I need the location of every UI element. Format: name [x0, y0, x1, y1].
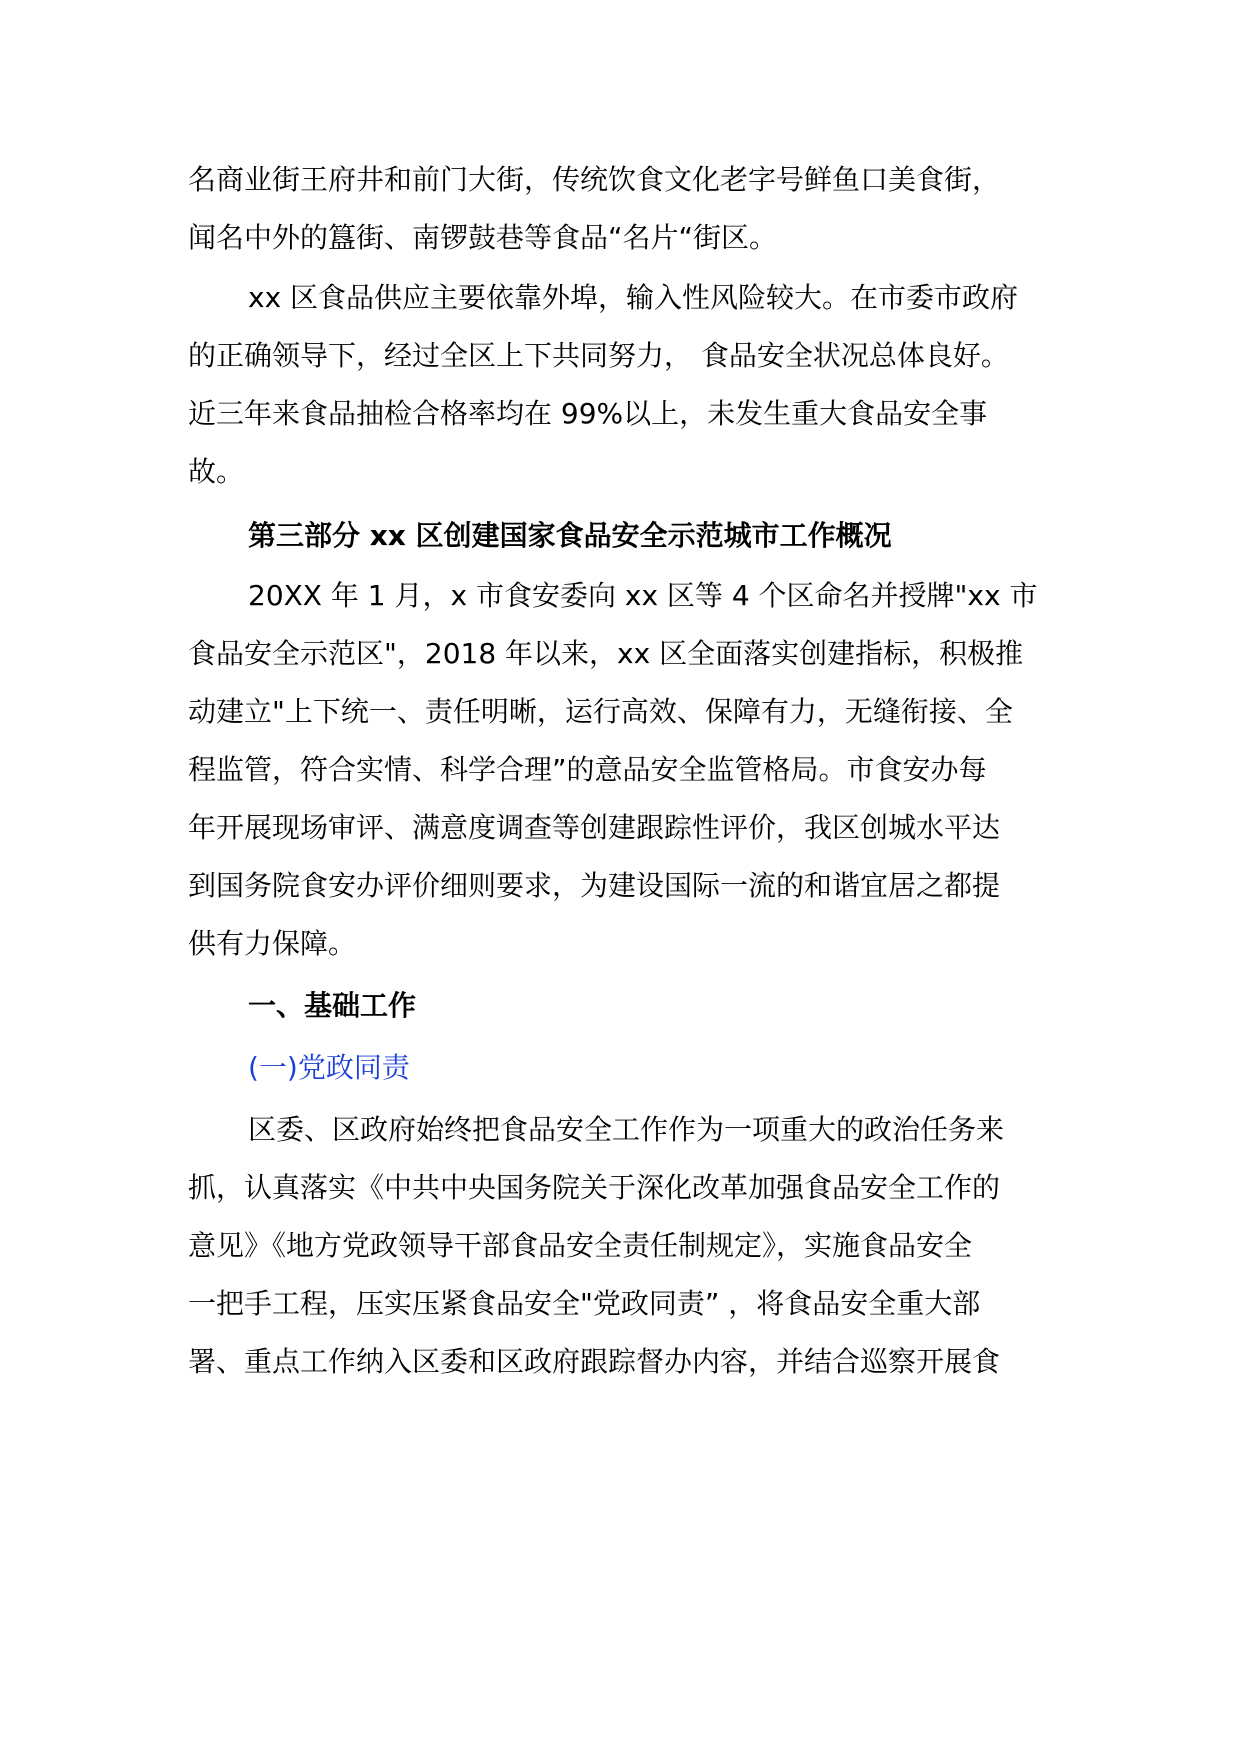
paragraph-line: 故。	[188, 455, 245, 488]
paragraph-line: 动建立"上下统一、责任明晰，运行高效、保障有力，无缝衔接、全	[188, 695, 1013, 728]
subsection-title: (一)党政同责	[248, 1051, 410, 1084]
paragraph-line: 到国务院食安办评价细则要求，为建设国际一流的和谐宜居之都提	[188, 869, 1001, 902]
paragraph-line: 供有力保障。	[188, 927, 357, 960]
paragraph-line: 的正确领导下，经过全区上下共同努力， 食品安全状况总体良好。	[188, 339, 1009, 372]
paragraph-line: 区委、区政府始终把食品安全工作作为一项重大的政治任务来	[248, 1113, 1005, 1146]
paragraph-line: 署、重点工作纳入区委和区政府跟踪督办内容，并结合巡察开展食	[188, 1345, 1001, 1378]
paragraph-line: 食品安全示范区"，2018 年以来，xx 区全面落实创建指标，积极推	[188, 637, 1024, 670]
paragraph-line: 程监管，符合实情、科学合理”的意品安全监管格局。市食安办每	[188, 753, 987, 786]
subsection-heading: 一、基础工作	[248, 989, 417, 1022]
paragraph-line: 20XX 年 1 月，x 市食安委向 xx 区等 4 个区命名并授牌"xx 市	[248, 579, 1038, 612]
paragraph-line: 闻名中外的簋街、南锣鼓巷等食品“名片“街区。	[188, 221, 778, 254]
paragraph-line: 抓，认真落实《中共中央国务院关于深化改革加强食品安全工作的	[188, 1171, 1001, 1204]
section-heading: 第三部分 xx 区创建国家食品安全示范城市工作概况	[248, 519, 892, 552]
paragraph-line: 年开展现场审评、满意度调查等创建跟踪性评价，我区创城水平达	[188, 811, 1001, 844]
paragraph-line: 一把手工程，压实压紧食品安全"党政同责” ，将食品安全重大部	[188, 1287, 981, 1320]
paragraph-line: xx 区食品供应主要依靠外埠，输入性风险较大。在市委市政府	[248, 281, 1019, 314]
paragraph-line: 近三年来食品抽检合格率均在 99%以上，未发生重大食品安全事	[188, 397, 988, 430]
paragraph-line: 名商业街王府井和前门大街，传统饮食文化老字号鲜鱼口美食街，	[188, 163, 1001, 196]
paragraph-line: 意见》《地方党政领导干部食品安全责任制规定》，实施食品安全	[188, 1229, 973, 1262]
